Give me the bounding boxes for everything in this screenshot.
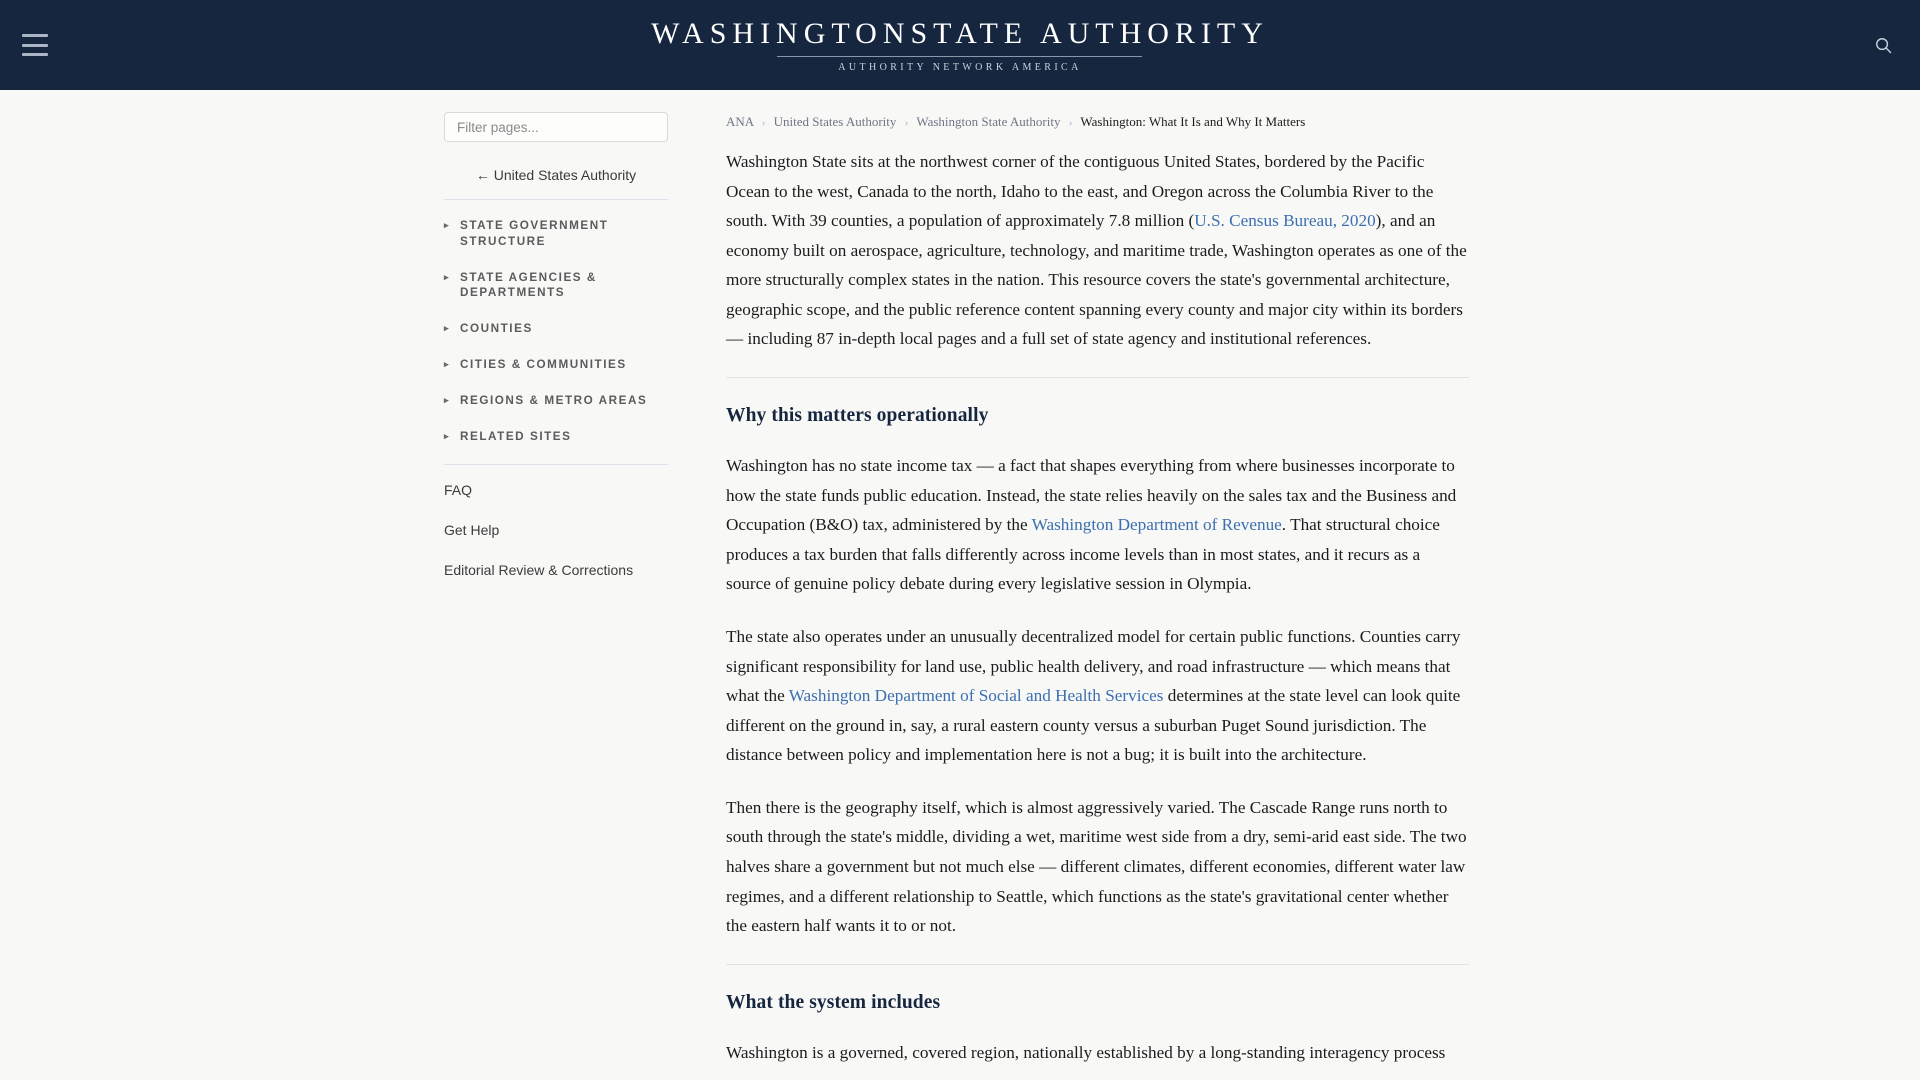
breadcrumb-item-ana[interactable]: ANA	[726, 114, 754, 129]
sidebar-item-cities-communities[interactable]	[444, 357, 668, 373]
section1-p1-part-1: Washington has no state income tax — a fact that shapes everything from where businesses incorporate to how the state funds public education. Instead, the state relies heavily on the sales tax and the Business and Occupation (B&O) tax, administered by the	[726, 456, 1457, 535]
sidebar-item-regions-metro-areas[interactable]	[444, 393, 668, 409]
dshs-link[interactable]: Washington Department of Social and Health Services	[788, 686, 1164, 706]
sidebar-item-label: REGIONS & METRO AREAS	[460, 393, 648, 407]
sidebar-item-related-sites[interactable]	[444, 429, 668, 445]
sidebar	[444, 90, 668, 601]
sidebar-item-editorial-review-corrections[interactable]: Editorial Review & Corrections	[444, 562, 634, 579]
filter-pages-input[interactable]	[444, 112, 668, 142]
site-title: WASHINGTONSTATE AUTHORITY	[651, 17, 1269, 50]
intro-text-part-1: Washington State sits at the northwest corner of the contiguous United States, bordered by the Pacific Ocean to the west, Canada to the north, Idaho to the east, and Oregon across the Columbia River to the south. With 39 counties, a population of approximately 7.8 million (	[726, 152, 1434, 231]
brand-divider	[777, 56, 1142, 57]
section2-paragraph-1: Washington is a governed, covered region, nationally established by a long-standing interagency process	[726, 1042, 1446, 1062]
breadcrumb-item-washington-state-authority[interactable]: Washington State Authority	[916, 114, 1061, 129]
section1-paragraph-3: Then there is the geography itself, which is almost aggressively varied. The Cascade Range runs north to south through the state's middle, dividing a wet, maritime west side from a dry, semi-arid east side. The two halves share a government but not much else — different climates, different economies, different water law regimes, and a different relationship to Seattle, which functions as the state's gravitational center whether the eastern half wants it to or not.	[726, 797, 1467, 936]
sidebar-item-get-help[interactable]: Get Help	[444, 522, 500, 539]
sidebar-item-label: COUNTIES	[460, 322, 533, 336]
sidebar-item-label: STATE GOVERNMENT STRUCTURE	[460, 219, 609, 248]
hamburger-bar	[22, 44, 48, 47]
section1-p2-part-1: The state also operates under an unusually decentralized model for certain public functions. Counties carry significant responsibility for land use, public health delivery, and road infrastructure — which means that what the	[726, 626, 1461, 706]
section1-p2-part-2: determines at the state level can look quite different on the ground in, say, a rural eastern county versus a suburban Puget Sound jurisdiction. The distance between policy and implementation here is not a bug; it is built into the architecture.	[726, 686, 1461, 765]
section-title-why-this-matters: Why this matters operationally	[726, 405, 989, 427]
hamburger-bar	[22, 53, 48, 56]
section1-paragraph-2	[726, 622, 1469, 770]
hamburger-bar	[22, 34, 48, 37]
section-divider	[726, 377, 1469, 378]
chevron-right-icon: ▸	[444, 430, 449, 441]
sidebar-item-counties[interactable]	[444, 321, 668, 337]
back-to-parent-link[interactable]: ← United States Authority	[444, 167, 668, 200]
site-header	[0, 0, 1920, 90]
sidebar-nav	[444, 218, 668, 444]
census-bureau-link[interactable]: U.S. Census Bureau, 2020	[1194, 211, 1376, 231]
sidebar-item-state-agencies-departments[interactable]	[444, 270, 668, 302]
sidebar-item-label: STATE AGENCIES & DEPARTMENTS	[460, 270, 597, 300]
breadcrumb-separator-icon: ›	[761, 117, 766, 129]
section1-paragraph-1	[726, 451, 1469, 599]
breadcrumb-separator-icon: ›	[1068, 117, 1073, 129]
search-icon[interactable]	[1868, 30, 1898, 60]
sidebar-divider	[444, 464, 668, 465]
hamburger-menu-icon[interactable]	[18, 31, 52, 59]
breadcrumb-item-united-states-authority[interactable]: United States Authority	[773, 114, 897, 129]
department-of-revenue-link[interactable]: Washington Department of Revenue	[1031, 515, 1282, 535]
main-content	[726, 90, 1469, 1080]
chevron-right-icon: ▸	[444, 271, 449, 282]
breadcrumb-item-current: Washington: What It Is and Why It Matters	[1080, 114, 1306, 129]
section-title-what-the-system-includes: What the system includes	[726, 991, 941, 1013]
sidebar-utility-nav	[444, 481, 668, 580]
section-divider	[726, 964, 1469, 965]
page-body	[0, 90, 1920, 1080]
sidebar-item-state-government-structure[interactable]	[444, 218, 668, 250]
intro-paragraph	[726, 147, 1469, 354]
breadcrumb	[726, 114, 1469, 130]
chevron-right-icon: ▸	[444, 220, 449, 230]
intro-text-part-2: ), and an economy built on aerospace, agriculture, technology, and maritime trade, Washington operates as one of the more structurally complex states in the nation. This resource covers the state's governmental architecture, geographic scope, and the public reference content spanning every county and major city within its borders — including 87 in-depth local pages and a full set of state agency and institutional references.	[726, 211, 1467, 349]
sidebar-item-label: RELATED SITES	[460, 429, 572, 443]
chevron-right-icon: ▸	[444, 394, 449, 405]
chevron-right-icon: ▸	[444, 358, 449, 369]
sidebar-item-label: CITIES & COMMUNITIES	[460, 357, 627, 371]
section1-p1-part-2: . That structural choice produces a tax burden that falls differently across income levels than in most states, and it recurs as a source of genuine policy debate during every legislative session in Olympia.	[726, 515, 1440, 594]
breadcrumb-separator-icon: ›	[904, 117, 909, 129]
site-brand[interactable]	[651, 19, 1269, 73]
chevron-right-icon: ▸	[444, 323, 449, 334]
sidebar-item-faq[interactable]: FAQ	[444, 482, 473, 499]
site-subtitle: AUTHORITY NETWORK AMERICA	[838, 62, 1082, 73]
